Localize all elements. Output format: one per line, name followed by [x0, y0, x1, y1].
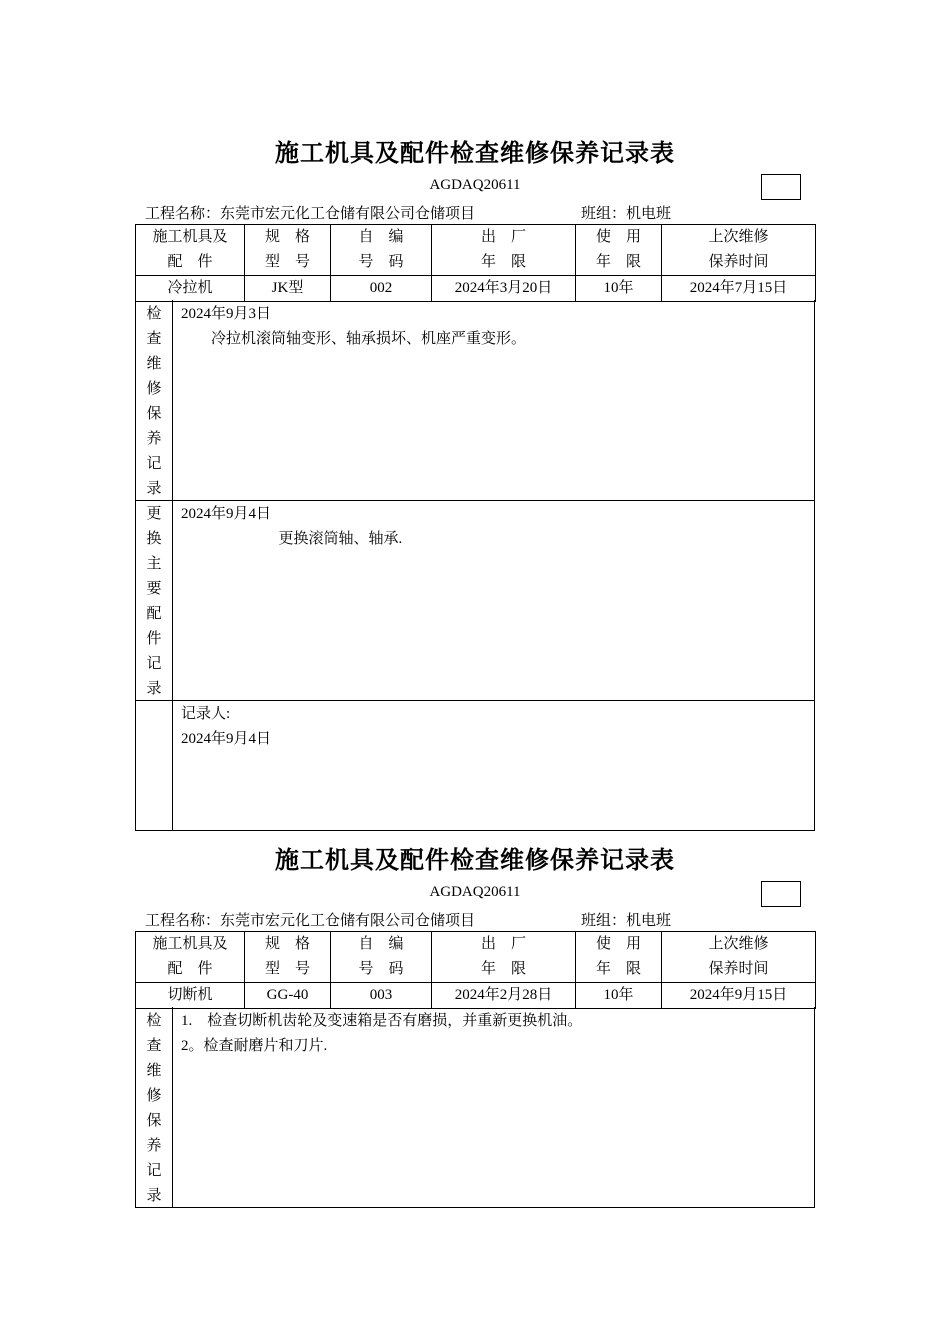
header-last-maintenance: 上次维修 保养时间	[662, 932, 816, 983]
cell-last-maintenance: 2024年7月15日	[662, 276, 816, 302]
number-box	[761, 174, 801, 200]
team-name: 班组：机电班	[581, 206, 672, 222]
header-equipment: 施工机具及 配 件	[136, 225, 245, 276]
inspection-item-1: 1. 检查切断机齿轮及变速箱是否有磨损，并重新更换机油。	[181, 1013, 583, 1029]
cell-manufacture: 2024年2月28日	[432, 983, 576, 1009]
header-manufacture: 出 厂 年 限	[432, 225, 576, 276]
form-title: 施工机具及配件检查维修保养记录表	[275, 848, 675, 874]
data-row	[136, 276, 816, 302]
cell-manufacture: 2024年3月20日	[432, 276, 576, 302]
recorder-label	[136, 700, 173, 830]
form-code: AGDAQ20611	[429, 884, 521, 900]
recorder-section	[135, 700, 815, 831]
cell-service-life: 10年	[576, 276, 662, 302]
team-name: 班组：机电班	[581, 913, 672, 929]
inspection-section	[135, 1007, 815, 1208]
header-last-maintenance: 上次维修 保养时间	[662, 225, 816, 276]
form-code: AGDAQ20611	[429, 177, 521, 193]
header-equipment: 施工机具及 配 件	[136, 932, 245, 983]
header-row	[136, 932, 816, 983]
inspection-content	[181, 1009, 810, 1059]
inspection-text: 冷拉机滚筒轴变形、轴承损坏、机座严重变形。	[181, 331, 527, 347]
replacement-label: 更 换 主 要 配 件 记 录	[136, 500, 173, 700]
recorder-date: 2024年9月4日	[181, 731, 272, 747]
form-title: 施工机具及配件检查维修保养记录表	[275, 141, 675, 167]
inspection-section	[135, 300, 815, 501]
replacement-date: 2024年9月4日	[181, 506, 272, 522]
cell-model: GG-40	[245, 983, 331, 1009]
header-serial: 自 编 号 码	[331, 225, 432, 276]
cell-equipment: 冷拉机	[136, 276, 245, 302]
replacement-section	[135, 500, 815, 701]
inspection-label: 检 查 维 修 保 养 记 录	[136, 300, 173, 500]
inspection-content	[181, 302, 810, 352]
cell-serial: 003	[331, 983, 432, 1009]
header-serial: 自 编 号 码	[331, 932, 432, 983]
cell-service-life: 10年	[576, 983, 662, 1009]
header-manufacture: 出 厂 年 限	[432, 932, 576, 983]
header-service-life: 使 用 年 限	[576, 932, 662, 983]
cell-serial: 002	[331, 276, 432, 302]
data-row	[136, 983, 816, 1009]
recorder-name: 记录人:	[181, 706, 231, 722]
header-model: 规 格 型 号	[245, 225, 331, 276]
header-row	[136, 225, 816, 276]
inspection-date: 2024年9月3日	[181, 306, 272, 322]
recorder-content	[181, 702, 810, 752]
project-name: 工程名称：东莞市宏元化工仓储有限公司仓储项目	[145, 913, 476, 929]
header-model: 规 格 型 号	[245, 932, 331, 983]
cell-equipment: 切断机	[136, 983, 245, 1009]
cell-model: JK型	[245, 276, 331, 302]
cell-last-maintenance: 2024年9月15日	[662, 983, 816, 1009]
equipment-table	[135, 931, 816, 1009]
equipment-table	[135, 224, 816, 302]
replacement-text: 更换滚筒轴、轴承.	[181, 531, 403, 547]
inspection-item-2: 2。检查耐磨片和刀片.	[181, 1038, 328, 1054]
number-box	[761, 881, 801, 907]
replacement-content	[181, 502, 810, 552]
inspection-label: 检 查 维 修 保 养 记 录	[136, 1007, 173, 1207]
project-name: 工程名称：东莞市宏元化工仓储有限公司仓储项目	[145, 206, 476, 222]
header-service-life: 使 用 年 限	[576, 225, 662, 276]
